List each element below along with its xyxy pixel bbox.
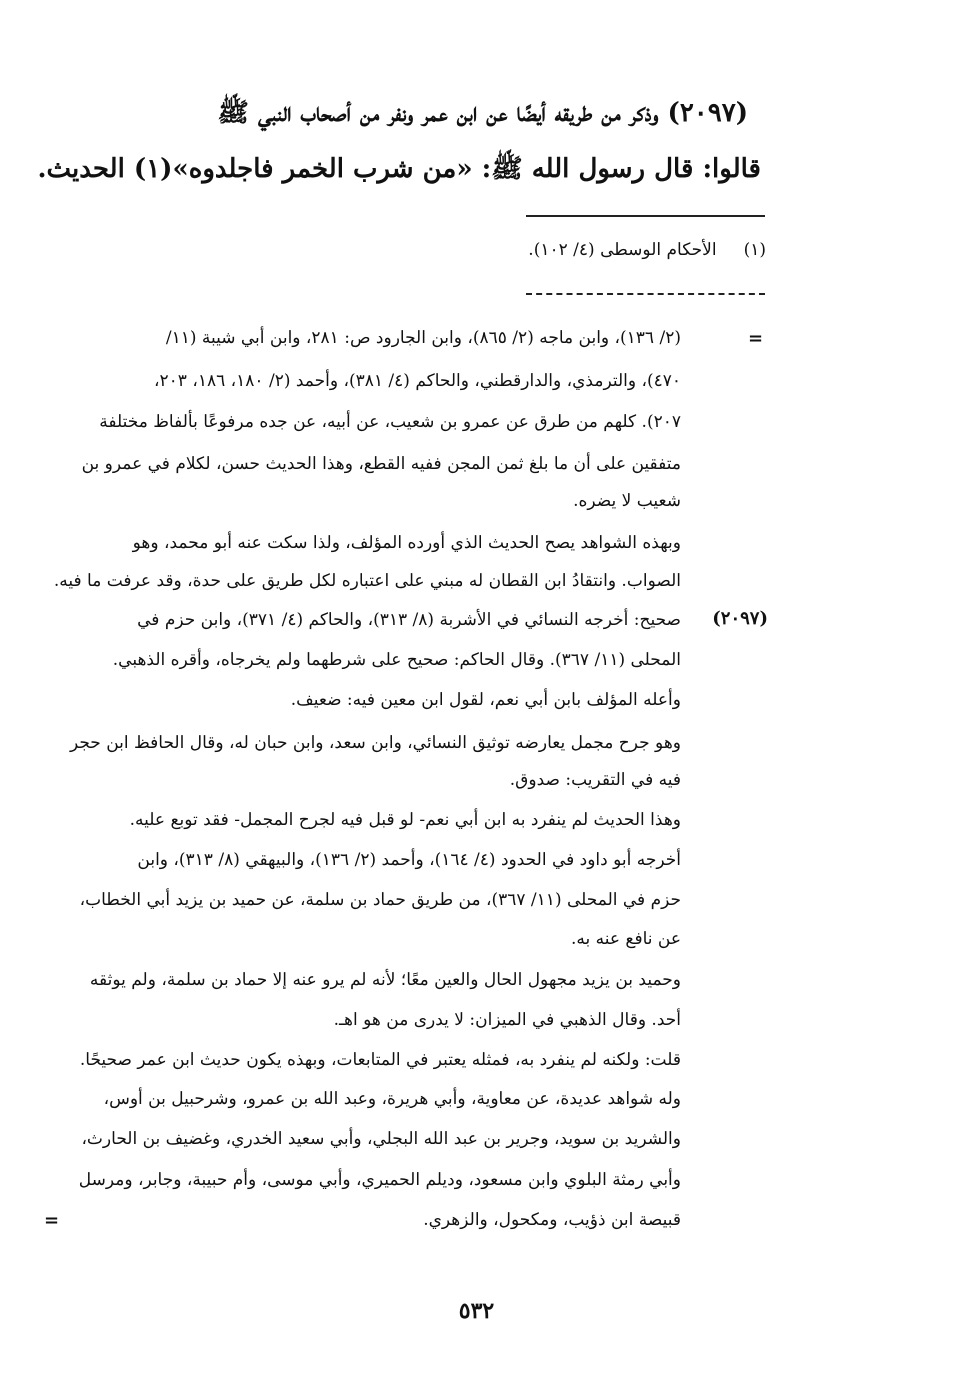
commentary-line: وهذا الحديث لم ينفرد به ابن أبي نعم- لو قبل فيه لجرح المجمل- فقد توبع عليه.: [129, 810, 681, 830]
commentary-line: فيه في التقريب: صدوق.: [509, 770, 681, 790]
commentary-line: أحد. وقال الذهبي في الميزان: لا يدرى من هو اهـ.: [333, 1010, 681, 1030]
commentary-line: والشريد بن سويد، وجرير بن عبد الله البجلي، وأبي سعيد الخدري، وغضيف بن الحارث،: [81, 1129, 681, 1149]
commentary-line: وأعله المؤلف بابن أبي نعم، لقول ابن معين فيه: ضعيف.: [290, 690, 681, 710]
commentary-line: وأبي رمثة البلوي وابن مسعود، وديلم الحميري، وأبي موسى، وأم حبيبة، وجابر، ومرسل: [78, 1170, 681, 1190]
commentary-line: قلت: ولكنه لم ينفرد به، فمثله يعتبر في المتابعات، وبهذه يكون حديث ابن عمر صحيحًا.: [79, 1050, 681, 1070]
main-text-line-2: قالوا: قال رسول الله ﷺ: «من شرب الخمر فاجلدوه»(١) الحديث.: [37, 154, 761, 184]
hadith-number: (٢٠٩٧): [667, 98, 748, 128]
footnote-text: الأحكام الوسطى (٤/ ١٠٢).: [528, 240, 717, 260]
commentary-line: المحلى (١١/ ٣٦٧). وقال الحاكم: صحيح على شرطهما ولم يخرجاه، وأقره الذهبي.: [112, 650, 681, 670]
commentary-separator: [526, 293, 765, 295]
commentary-line: وحميد بن يزيد مجهول الحال والعين معًا؛ لأنه لم يرو عنه إلا حماد بن سلمة، ولم يوثقه: [89, 970, 681, 990]
commentary-line: صحيح: أخرجه النسائي في الأشربة (٨/ ٣١٣)، والحاكم (٤/ ٣٧١)، وابن حزم في: [137, 610, 681, 630]
footnote-separator: [526, 215, 765, 217]
commentary-line: وبهذه الشواهد يصح الحديث الذي أورده المؤلف، ولذا سكت عنه أبو محمد، وهو: [132, 533, 681, 553]
commentary-line: أخرجه أبو داود في الحدود (٤/ ١٦٤)، وأحمد (٢/ ١٣٦)، والبيهقي (٨/ ٣١٣)، وابن: [137, 850, 681, 870]
commentary-line: الصواب. وانتقادُ ابن القطان له مبني على اعتباره لكل طريق على حدة، وقد عرفت ما فيه.: [53, 571, 681, 591]
end-mark: =: [44, 1210, 60, 1231]
commentary-hadith-number: (٢٠٩٧): [712, 608, 768, 629]
continuation-mark: =: [748, 328, 764, 349]
commentary-line: عن نافع عنه به.: [570, 929, 681, 949]
footnote: [528, 240, 766, 260]
footnote-marker: (١): [743, 240, 766, 260]
commentary-line: ٤٧٠)، والترمذي، والدارقطني، والحاكم (٤/ ٣٨١)، وأحمد (٢/ ١٨٠، ١٨٦، ٢٠٣،: [154, 371, 681, 391]
commentary-line: قبيصة ابن ذؤيب، ومكحول، والزهري.: [423, 1210, 681, 1230]
commentary-line: ٢٠٧). كلهم من طرق عن عمرو بن شعيب، عن أبيه، عن جده مرفوعًا بألفاظ مختلفة: [99, 412, 681, 432]
commentary-line: حزم في المحلى (١١/ ٣٦٧)، من طريق حماد بن سلمة، عن حميد بن يزيد أبي الخطاب،: [79, 890, 681, 910]
commentary-line: متفقين على أن ما بلغ ثمن المجن ففيه القطع، وهذا الحديث حسن، لكلام في عمرو بن: [81, 454, 681, 474]
commentary-line: وهو جرح مجمل يعارضه توثيق النسائي، وابن سعد، وابن حبان له، وقال الحافظ ابن حجر: [69, 733, 681, 753]
commentary-line: وله شواهد عديدة، عن معاوية، وأبي هريرة، وعبد الله بن عمرو، وشرحبيل بن أوس،: [103, 1089, 681, 1109]
commentary-line: (٢/ ١٣٦)، وابن ماجه (٢/ ٨٦٥)، وابن الجارود ص: ٢٨١، وابن أبي شيبة (١١/: [165, 328, 681, 348]
main-text-line-1: [218, 96, 749, 134]
main-text-line-1-body: وذكر من طريقه أيضًا عن ابن عمر ونفر من أصحاب النبي ﷺ: [217, 98, 659, 128]
page-number: ٥٣٢: [458, 1298, 495, 1324]
commentary-line: شعيب لا يضره.: [573, 491, 681, 511]
